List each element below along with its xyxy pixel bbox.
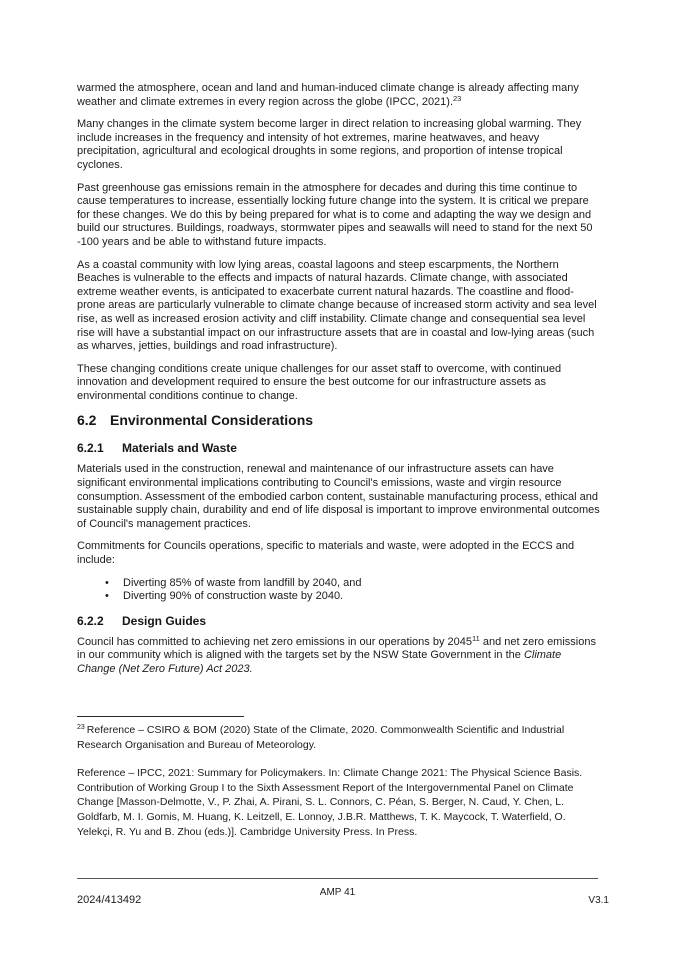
footer-version: V3.1: [588, 895, 609, 906]
section-title: Environmental Considerations: [110, 412, 314, 429]
page-body: [77, 82, 601, 686]
footnote-reference-23: 23: [453, 93, 462, 103]
subsection-title: Materials and Waste: [122, 441, 237, 456]
footnotes-area: [77, 716, 601, 853]
footnote-separator-rule: [77, 716, 244, 717]
paragraph-climate-changes: Many changes in the climate system become larger in direct relation to increasing global warming. They include increases in the frequency and intensity of hot extremes, marine heatwaves, and heavy precipitation, agricultural and ecological droughts in some regions, and proportion of intense tropical cyclones.: [77, 118, 582, 171]
footer-document-number: 2024/413492: [77, 894, 142, 906]
paragraph-text: and net zero emissions in our community which is aligned with the targets set by the NSW State Government in the: [77, 635, 596, 662]
section-number: 6.2: [77, 412, 97, 429]
section-heading-environmental-considerations: [77, 412, 601, 429]
subsection-number: 6.2.1: [77, 441, 104, 456]
paragraph-climate-intro: [77, 82, 601, 109]
subsection-title: Design Guides: [122, 613, 207, 628]
list-item-text: Diverting 85% of waste from landfill by 2040, and: [123, 576, 362, 589]
list-item-text: Diverting 90% of construction waste by 2040.: [123, 590, 344, 603]
footer-separator-rule: [77, 878, 598, 879]
paragraph-materials: Materials used in the construction, renewal and maintenance of our infrastructure assets can have significant environmental implications contributing to Council's emissions, waste and virgin resource consumption. Assessment of the embodied carbon content, sustainable manufacturing process, ethical and sustainable supply chain, durability and end of life disposal is important to improve environmental outcomes of Council's management practices.: [77, 463, 600, 530]
commitments-bullet-list: [77, 577, 601, 604]
paragraph-text: Council has committed to achieving net zero emissions in our operations by 2045: [77, 635, 472, 648]
bullet-icon: •: [105, 590, 109, 603]
bullet-icon: •: [105, 576, 109, 589]
paragraph-commitments: Commitments for Councils operations, specific to materials and waste, were adopted in the ECCS and include:: [77, 540, 575, 567]
subsection-heading-materials-and-waste: [77, 441, 601, 456]
footnote-reference-11: 11: [472, 633, 480, 643]
paragraph-ghg-emissions: Past greenhouse gas emissions remain in the atmosphere for decades and during this time continue to cause temperatures to increase, essentially locking future change into the system. It is critical we prepare for these changes. We do this by being prepared for what is to come and adapting the way we design and build our structures. Buildings, roadways, stormwater pipes and seawalls will need to stand for the next 50 -100 years and be able to withstand future impacts.: [77, 181, 593, 248]
paragraph-text: warmed the atmosphere, ocean and land and human-induced climate change is already affecting many weather and climate extremes in every region across the globe (IPCC, 2021).: [77, 82, 579, 108]
list-item-waste-diversion: [77, 577, 601, 591]
act-title-italic: Climate Change (Net Zero Future) Act 2023.: [77, 649, 562, 675]
subsection-number: 6.2.2: [77, 613, 104, 628]
footnote-ipcc: Reference – IPCC, 2021: Summary for Policymakers. In: Climate Change 2021: The Physical Science Basis. Contribution of Working Group I to the Sixth Assessment Report of the Intergovernmental Panel on Climate Change [Masson-Delmotte, V., P. Zhai, A. Pirani, S. L. Connors, C. Péan, S. Berger, N. Caud, Y. Chen, L. Goldfarb, M. I. Gomis, M. Huang, K. Leitzell, E. Lonnoy, J.B.R. Matthews, T. K. Maycock, T. Waterfield, O. Yelekçi, R. Yu and B. Zhou (eds.)]. Cambridge University Press. In Press.: [77, 767, 583, 838]
paragraph-net-zero: [77, 633, 601, 677]
paragraph-coastal-community: As a coastal community with low lying areas, coastal lagoons and steep escarpments, the Northern Beaches is vulnerable to the effects and impacts of natural hazards. Climate change, with associated extreme weather events, is anticipated to exacerbate current natural hazards. The coastline and flood-prone areas are particularly vulnerable to climate change because of increased storm activity and sea level rise, as well as increased erosion activity and cliff instability. Climate change and consequential sea level rise will have a substantial impact on our infrastructure assets that are in coastal and low-lying areas (such as wharves, jetties, buildings and road infrastructure).: [77, 258, 597, 353]
footer-page-label: AMP 41: [319, 887, 356, 898]
list-item-construction-waste: [77, 590, 601, 604]
footnote-marker-23: 23: [77, 724, 85, 731]
subsection-heading-design-guides: [77, 614, 601, 629]
paragraph-changing-conditions: These changing conditions create unique challenges for our asset staff to overcome, with continued innovation and development required to ensure the best outcome for our infrastructure assets as environmental conditions continue to change.: [77, 362, 562, 402]
footnote-text: Reference – CSIRO & BOM (2020) State of the Climate, 2020. Commonwealth Scientific and Industrial Research Organisation and Bureau of Meteorology.: [77, 724, 565, 751]
footnote-csiro: [77, 723, 601, 752]
